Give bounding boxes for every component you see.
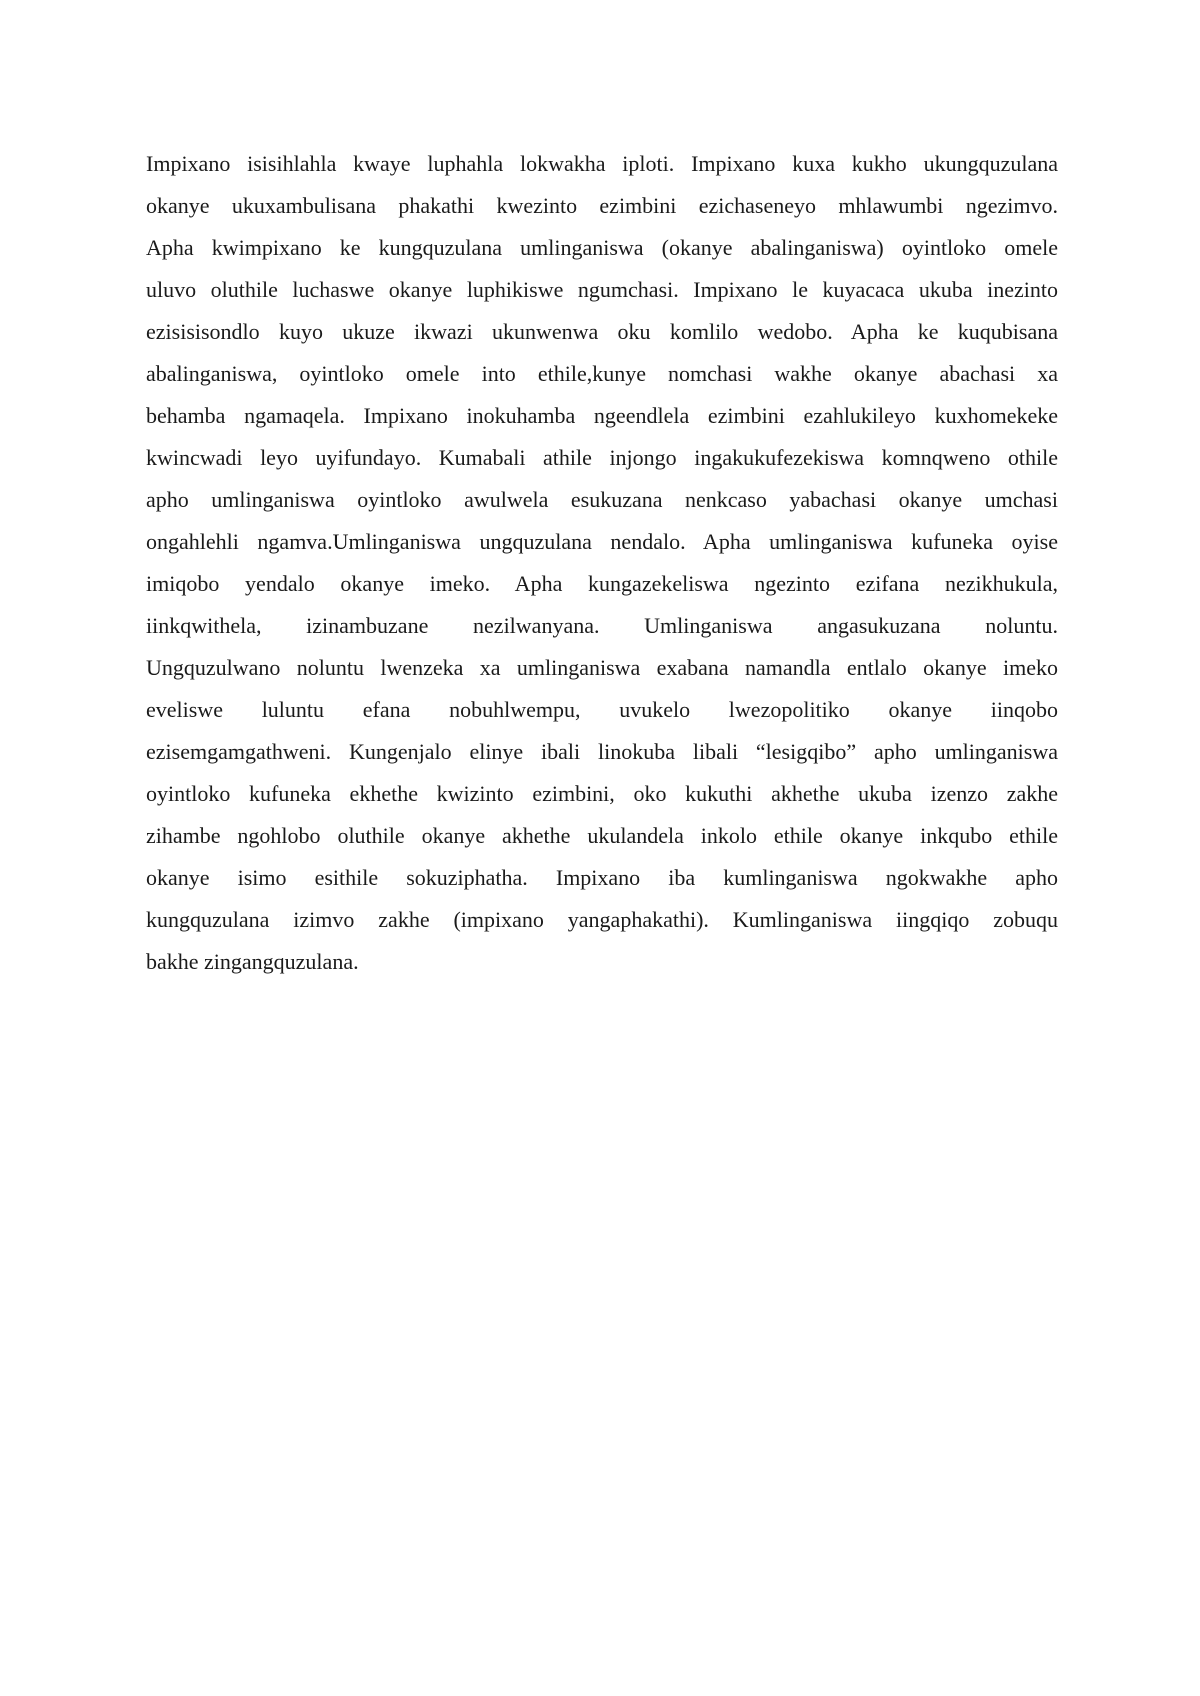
paragraph-line: abalinganiswa, oyintloko omele into ethile,kunye nomchasi wakhe okanye abachasi xa: [146, 361, 1058, 386]
paragraph-line: ezisisisondlo kuyo ukuze ikwazi ukunwenwa oku komlilo wedobo. Apha ke kuqubisana: [146, 319, 1058, 344]
paragraph-line: okanye isimo esithile sokuziphatha. Impixano iba kumlinganiswa ngokwakhe apho: [146, 865, 1058, 890]
paragraph-line: behamba ngamaqela. Impixano inokuhamba ngeendlela ezimbini ezahlukileyo kuxhomekeke: [146, 403, 1058, 428]
paragraph-line: bakhe zingangquzulana.: [146, 949, 359, 974]
paragraph-line: iinkqwithela, izinambuzane nezilwanyana. Umlinganiswa angasukuzana noluntu.: [146, 613, 1058, 638]
paragraph-line: Impixano isisihlahla kwaye luphahla lokwakha iploti. Impixano kuxa kukho ukungquzulana: [146, 151, 1058, 176]
body-paragraph: [146, 143, 1058, 983]
paragraph-line: eveliswe luluntu efana nobuhlwempu, uvukelo lwezopolitiko okanye iinqobo: [146, 697, 1058, 722]
paragraph-line: kwincwadi leyo uyifundayo. Kumabali athile injongo ingakukufezekiswa komnqweno othile: [146, 445, 1058, 470]
paragraph-line: okanye ukuxambulisana phakathi kwezinto ezimbini ezichaseneyo mhlawumbi ngezimvo.: [146, 193, 1058, 218]
paragraph-line: ezisemgamgathweni. Kungenjalo elinye ibali linokuba libali “lesigqibo” apho umlinganiswa: [146, 739, 1058, 764]
paragraph-line: uluvo oluthile luchaswe okanye luphikiswe ngumchasi. Impixano le kuyacaca ukuba inezinto: [146, 277, 1058, 302]
paragraph-line: oyintloko kufuneka ekhethe kwizinto ezimbini, oko kukuthi akhethe ukuba izenzo zakhe: [146, 781, 1058, 806]
paragraph-line: ongahlehli ngamva.Umlinganiswa ungquzulana nendalo. Apha umlinganiswa kufuneka oyise: [146, 529, 1058, 554]
paragraph-line: Apha kwimpixano ke kungquzulana umlinganiswa (okanye abalinganiswa) oyintloko omele: [146, 235, 1058, 260]
paragraph-line: Ungquzulwano noluntu lwenzeka xa umlinganiswa exabana namandla entlalo okanye imeko: [146, 655, 1058, 680]
paragraph-line: apho umlinganiswa oyintloko awulwela esukuzana nenkcaso yabachasi okanye umchasi: [146, 487, 1058, 512]
paragraph-line: imiqobo yendalo okanye imeko. Apha kungazekeliswa ngezinto ezifana nezikhukula,: [146, 571, 1058, 596]
paragraph-line: zihambe ngohlobo oluthile okanye akhethe ukulandela inkolo ethile okanye inkqubo ethile: [146, 823, 1058, 848]
paragraph-line: kungquzulana izimvo zakhe (impixano yangaphakathi). Kumlinganiswa iingqiqo zobuqu: [146, 907, 1058, 932]
